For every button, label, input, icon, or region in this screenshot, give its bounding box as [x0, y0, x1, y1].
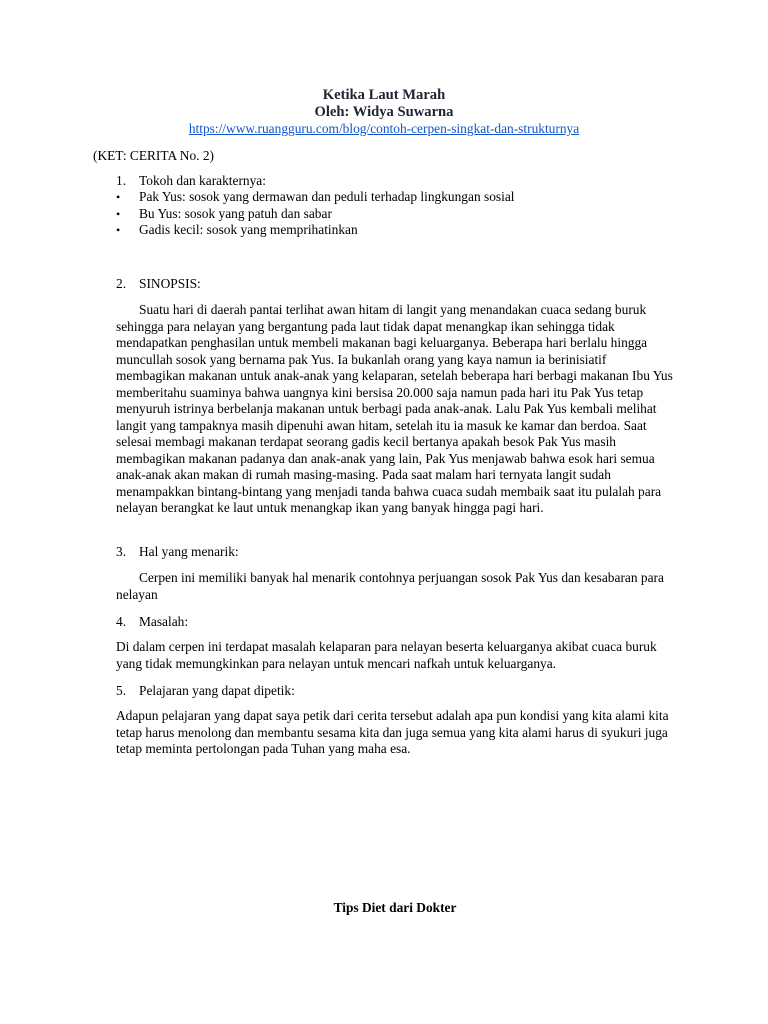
- character-text: Bu Yus: sosok yang patuh dan sabar: [139, 205, 332, 221]
- section-heading-interesting: [116, 543, 239, 560]
- section-heading-characters: [116, 172, 266, 189]
- problem-paragraph: Di dalam cerpen ini terdapat masalah kelaparan para nelayan beserta keluarganya akibat cuaca buruk yang tidak memungkinkan para nelayan untuk mencari nafkah untuk keluarganya.: [116, 639, 657, 671]
- source-link[interactable]: https://www.ruangguru.com/blog/contoh-cerpen-singkat-dan-strukturnya: [188, 121, 580, 136]
- section-heading-text: Hal yang menarik:: [139, 544, 239, 559]
- lesson-paragraph: Adapun pelajaran yang dapat saya petik dari cerita tersebut adalah apa pun kondisi yang kita alami kita tetap harus menolong dan membantu sesama kita dan juga semua yang kita alami harus di syukuri juga tetap meminta pertolongan pada Tuhan yang maha esa.: [116, 708, 669, 756]
- list-item: [116, 189, 515, 206]
- story-author: Oleh: Widya Suwarna: [314, 104, 454, 120]
- character-list: [116, 189, 515, 239]
- bullet-icon: •: [116, 223, 121, 238]
- character-text: Pak Yus: sosok yang dermawan dan peduli terhadap lingkungan sosial: [139, 189, 515, 204]
- bullet-icon: •: [116, 190, 121, 204]
- list-item: [116, 206, 515, 223]
- section-heading-text: Pelajaran yang dapat dipetik:: [139, 683, 295, 698]
- section-heading-synopsis: [116, 275, 201, 292]
- story-title: Ketika Laut Marah: [322, 87, 446, 103]
- section-number: 5.: [116, 683, 127, 698]
- story-note: (KET: CERITA No. 2): [93, 148, 214, 163]
- section-heading-text: SINOPSIS:: [139, 276, 201, 291]
- section-number: 2.: [116, 276, 127, 291]
- section-heading-problem: [116, 613, 188, 630]
- title-block: [0, 87, 768, 137]
- section-number: 3.: [116, 544, 127, 559]
- synopsis-paragraph: Suatu hari di daerah pantai terlihat awan hitam di langit yang menandakan cuaca sedang buruk sehingga para nelayan yang bergantung pada laut tidak dapat menangkap ikan sehingga tidak mendapatkan penghasilan untuk membeli makanan bagi keluarganya. Beberapa hari berlalu hingga muncullah sosok yang bernama pak Yus. Ia bukanlah orang yang kaya namun ia berinisiatif membagikan makanan untuk anak-anak yang kelaparan, setelah beberapa hari berbagi makanan Ibu Yus memberitahu suaminya bahwa uangnya kini bersisa 20.000 saja namun pada hari itu Pak Yus tetap menyuruh istrinya berbelanja makanan untuk berbagi pada anak-anak. Lalu Pak Yus kembali melihat langit yang tampaknya masih dipenuhi awan hitam, setelah itu ia masuk ke kamar dan berdoa. Saat selesai membagi makanan terdapat seorang gadis kecil bertanya apakah besok Pak Yus masih membagikan makanan padanya dan anak-anak yang lain, Pak Yus menjawab bahwa esok hari semua anak-anak akan makan di rumah masing-masing. Pada saat malam hari ternyata langit sudah menampakkan bintang-bintang yang menjadi tanda bahwa cuaca sudah membaik saat itu pulalah para nelayan berangkat ke laut untuk menangkap ikan yang banyak hingga pagi hari.: [116, 302, 673, 515]
- section-number: 4.: [116, 614, 127, 629]
- list-item: [116, 222, 515, 239]
- bullet-icon: •: [116, 206, 121, 221]
- character-text: Gadis kecil: sosok yang memprihatinkan: [139, 222, 358, 238]
- interesting-paragraph: Cerpen ini memiliki banyak hal menarik contohnya perjuangan sosok Pak Yus dan kesabaran para nelayan: [116, 570, 664, 602]
- next-article-title: Tips Diet dari Dokter: [333, 900, 457, 915]
- section-number: 1.: [116, 173, 127, 188]
- section-heading-lesson: [116, 682, 295, 699]
- section-heading-text: Tokoh dan karakternya:: [139, 173, 266, 188]
- section-heading-text: Masalah:: [139, 614, 189, 629]
